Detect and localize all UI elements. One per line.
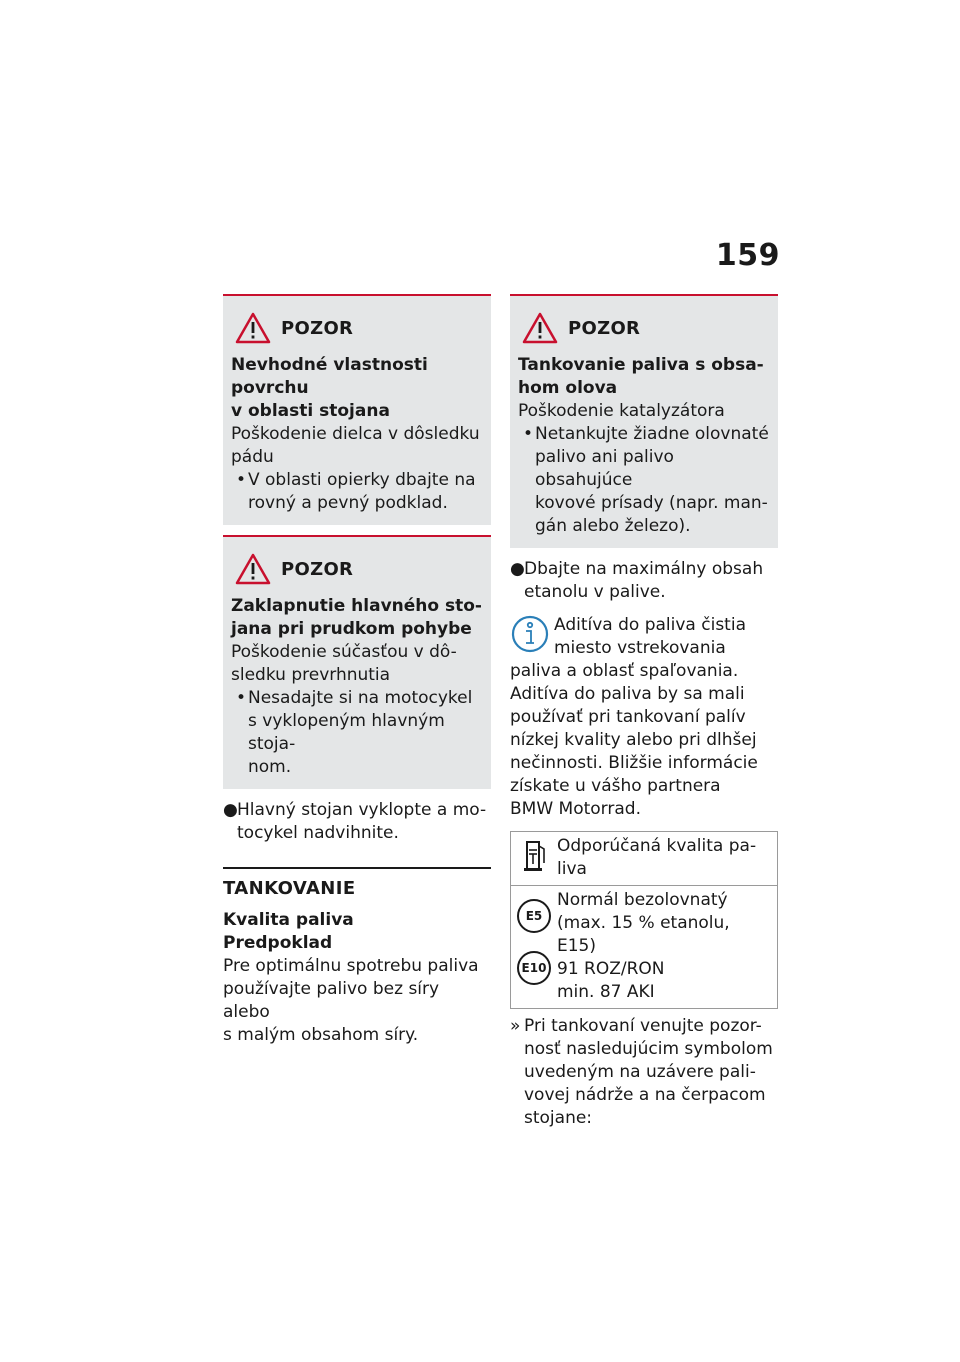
warning-box-main-stand xyxy=(223,535,491,789)
section-title: TANKOVANIE xyxy=(223,867,491,901)
subsection-title: Kvalita paliva xyxy=(223,910,354,930)
prerequisite-text: s malým obsahom síry. xyxy=(223,1025,419,1045)
warning-title: v oblasti stojana xyxy=(231,401,390,421)
fuel-table-value: Normál bezolovnatý (max. 15 % etanolu, E15) 91 ROZ/RON min. 87 AKI xyxy=(557,890,730,1002)
warning-label: POZOR xyxy=(281,558,354,580)
warning-bullet: • V oblasti opierky dbajte na rovný a pevný podklad. xyxy=(231,469,483,515)
action-step: ●Hlavný stojan vyklopte a mo- tocykel nadvihnite. xyxy=(223,800,487,843)
action-bullet-icon: ● xyxy=(510,559,525,579)
left-column xyxy=(223,294,491,1047)
fuel-table-header: Odporúčaná kvalita pa- liva xyxy=(557,836,757,879)
warning-title: Zaklapnutie hlavného sto- xyxy=(231,596,482,616)
warning-bullet: • Nesadajte si na motocykel s vyklopeným hlavným stoja- nom. xyxy=(231,687,483,779)
warning-label: POZOR xyxy=(281,317,354,339)
fuel-table-row xyxy=(511,885,777,1008)
warning-box-leaded-fuel xyxy=(510,294,778,548)
warning-consequence: Poškodenie dielca v dôsledku xyxy=(231,424,480,444)
result-step: » Pri tankovaní venujte pozor- nosť nasledujúcim symbolom uvedeným na uzávere pali- vovej nádrže a na čerpacom stojane: xyxy=(510,1016,773,1128)
warning-title: Nevhodné vlastnosti povrchu xyxy=(231,355,428,398)
info-text: používať pri tankovaní palív xyxy=(510,707,746,727)
right-column xyxy=(510,294,778,1130)
warning-consequence: Poškodenie súčasťou v dô- xyxy=(231,642,457,662)
warning-triangle-icon xyxy=(235,553,271,585)
fuel-table-header-row xyxy=(511,832,777,885)
warning-bullet: • Netankujte žiadne olovnaté palivo ani palivo obsahujúce kovové prísady (napr. man- gán alebo železo). xyxy=(518,423,770,538)
warning-consequence: Poškodenie katalyzátora xyxy=(518,401,725,421)
warning-header xyxy=(518,308,770,348)
info-text: nízkej kvality alebo pri dlhšej xyxy=(510,730,757,750)
info-text: nečinnosti. Bližšie informácie xyxy=(510,753,758,773)
warning-header xyxy=(231,549,483,589)
info-text: paliva a oblasť spaľovania. xyxy=(510,661,739,681)
warning-header xyxy=(231,308,483,348)
prerequisite-text: používajte palivo bez síry alebo xyxy=(223,979,440,1022)
info-text: BMW Motorrad. xyxy=(510,799,641,819)
warning-consequence: pádu xyxy=(231,447,274,467)
warning-title: jana pri prudkom pohybe xyxy=(231,619,472,639)
warning-consequence: sledku prevrhnutia xyxy=(231,665,391,685)
fuel-pump-icon xyxy=(520,839,548,873)
page-number: 159 xyxy=(715,238,780,273)
fuel-quality-table xyxy=(510,831,778,1009)
info-text: Aditíva do paliva by sa mali xyxy=(510,684,745,704)
e5-fuel-icon: E5 xyxy=(517,899,551,933)
prerequisite-title: Predpoklad xyxy=(223,933,333,953)
warning-box-stand-surface xyxy=(223,294,491,525)
action-step: ●Dbajte na maximálny obsah etanolu v palive. xyxy=(510,559,764,602)
warning-triangle-icon xyxy=(522,312,558,344)
info-text: získate u vášho partnera xyxy=(510,776,721,796)
prerequisite-text: Pre optimálnu spotrebu paliva xyxy=(223,956,479,976)
action-bullet-icon: ● xyxy=(223,800,238,820)
warning-title: hom olova xyxy=(518,378,618,398)
e10-fuel-icon: E10 xyxy=(517,951,551,985)
warning-title: Tankovanie paliva s obsa- xyxy=(518,355,764,375)
info-icon xyxy=(510,614,550,654)
info-note xyxy=(510,614,778,660)
info-text-start: Aditíva do paliva čistia miesto vstrekovania xyxy=(554,615,746,658)
result-marker: » xyxy=(510,1016,521,1036)
warning-triangle-icon xyxy=(235,312,271,344)
warning-label: POZOR xyxy=(568,317,641,339)
